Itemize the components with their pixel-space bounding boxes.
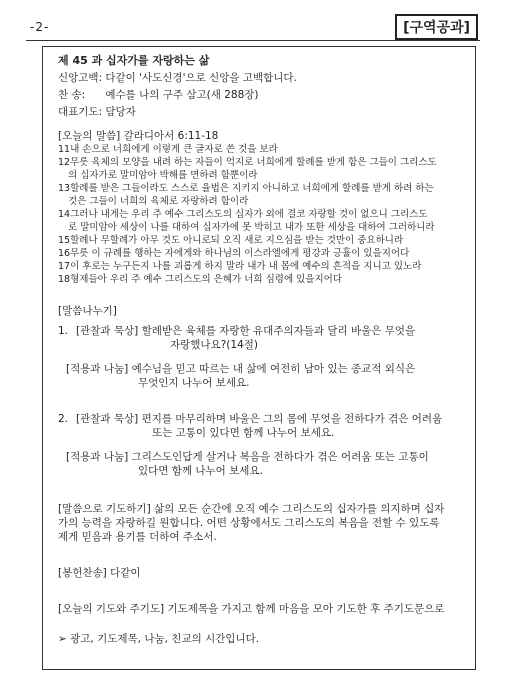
closing-prayer: [말씀으로 기도하기] 삶의 모든 순간에 오직 예수 그리스도의 십자가를 의지하며 십자가의 능력을 자랑하길 원합니다. 어떤 상황에서도 그리스도의 복음을 전할 수 있도록 제게 믿음과 용기를 더하여 주소서. (58, 503, 445, 543)
verse-line: 18형제들아 우리 주 예수 그리스도의 은혜가 너희 심령에 있을지어다 (58, 274, 343, 285)
lesson-title: 제 45 과 십자가를 자랑하는 삶 (58, 54, 210, 67)
verse-line: 12무릇 육체의 모양을 내려 하는 자들이 억지로 너희에게 할례를 받게 함은 그들이 그리스도 (58, 157, 437, 168)
hymn-value: 예수를 나의 구주 삼고(새 288장) (105, 89, 259, 101)
question-text: [관찰과 묵상] 할례받은 육체를 자랑한 유대주의자들과 달리 바울은 무엇을 (76, 325, 416, 337)
question-text: 자랑했나요?(14절) (170, 339, 258, 351)
verse-line: 로 말미암아 세상이 나를 대하여 십자가에 못 박히고 내가 또한 세상을 대하여 그러하니라 (68, 222, 435, 233)
verse-line: 15할례나 무할례가 아무 것도 아니로되 오직 새로 지으심을 받는 것만이 중요하니라 (58, 235, 404, 246)
prayer-label: 대표기도: (58, 106, 103, 118)
verse-line: 17이 후로는 누구든지 나를 괴롭게 하지 말라 내가 내 몸에 예수의 흔적을 지니고 있노라 (58, 261, 422, 272)
verse-line: 16무릇 이 규례를 행하는 자에게와 하나님의 이스라엘에게 평강과 긍휼이 있을지어다 (58, 248, 410, 259)
header-divider (26, 40, 480, 41)
sharing-heading: [말씀나누기] (58, 305, 117, 317)
section-title: [구역공과] (395, 14, 478, 40)
today-prayer: [오늘의 기도와 주기도] 기도제목을 가지고 함께 마음을 모아 기도한 후 주기도문으로 (58, 603, 445, 615)
question-number: 2. (58, 413, 69, 425)
application-text: [적용과 나눔] 예수님을 믿고 따르는 내 삶에 여전히 남아 있는 종교적 외식은 (66, 363, 416, 375)
question-text: 또는 고통이 있다면 함께 나누어 보세요. (152, 427, 335, 439)
verse-line: 13할례를 받은 그들이라도 스스로 율법은 지키지 아니하고 너희에게 할례를 받게 하려 하는 (58, 183, 434, 194)
question-1 (58, 324, 458, 352)
application-text: [적용과 나눔] 그리스도인답게 살거나 복음을 전하다가 겪은 어려움 또는 고통이 (66, 451, 429, 463)
offering-hymn: [봉헌찬송] 다같이 (58, 567, 141, 579)
creed-label: 신앙고백: (58, 72, 103, 84)
application-2 (66, 450, 458, 478)
verse-line: 11내 손으로 너희에게 이렇게 큰 글자로 쓴 것을 보라 (58, 144, 278, 155)
application-text: 무엇인지 나누어 보세요. (138, 377, 250, 389)
page-number: -2- (30, 20, 50, 34)
question-number: 1. (58, 325, 69, 337)
verse-line: 것은 그들이 너희의 육체로 자랑하려 함이라 (68, 196, 249, 207)
application-text: 있다면 함께 나누어 보세요. (138, 465, 263, 477)
verse-line: 의 십자가로 말미암아 박해를 면하려 함뿐이라 (68, 170, 258, 181)
scripture-heading: [오늘의 말씀] 갈라디아서 6:11-18 (58, 130, 219, 142)
lesson-content (58, 54, 458, 646)
verse-line: 14그러나 내게는 우리 주 예수 그리스도의 십자가 외에 결코 자랑할 것이 없으니 그리스도 (58, 209, 428, 220)
creed-value: 다같이 '사도신경'으로 신앙을 고백합니다. (105, 72, 297, 84)
fellowship-note: ➢ 광고, 기도제목, 나눔, 친교의 시간입니다. (58, 633, 260, 645)
application-1 (66, 362, 458, 390)
prayer-value: 담당자 (105, 106, 136, 118)
hymn-row (58, 88, 458, 102)
hymn-label: 찬 송: (58, 89, 86, 101)
question-2 (58, 412, 458, 440)
question-text: [관찰과 묵상] 편지를 마무리하며 바울은 그의 몸에 무엇을 전하다가 겪은 어려움 (76, 413, 443, 425)
creed-row (58, 71, 458, 85)
prayer-row (58, 105, 458, 119)
